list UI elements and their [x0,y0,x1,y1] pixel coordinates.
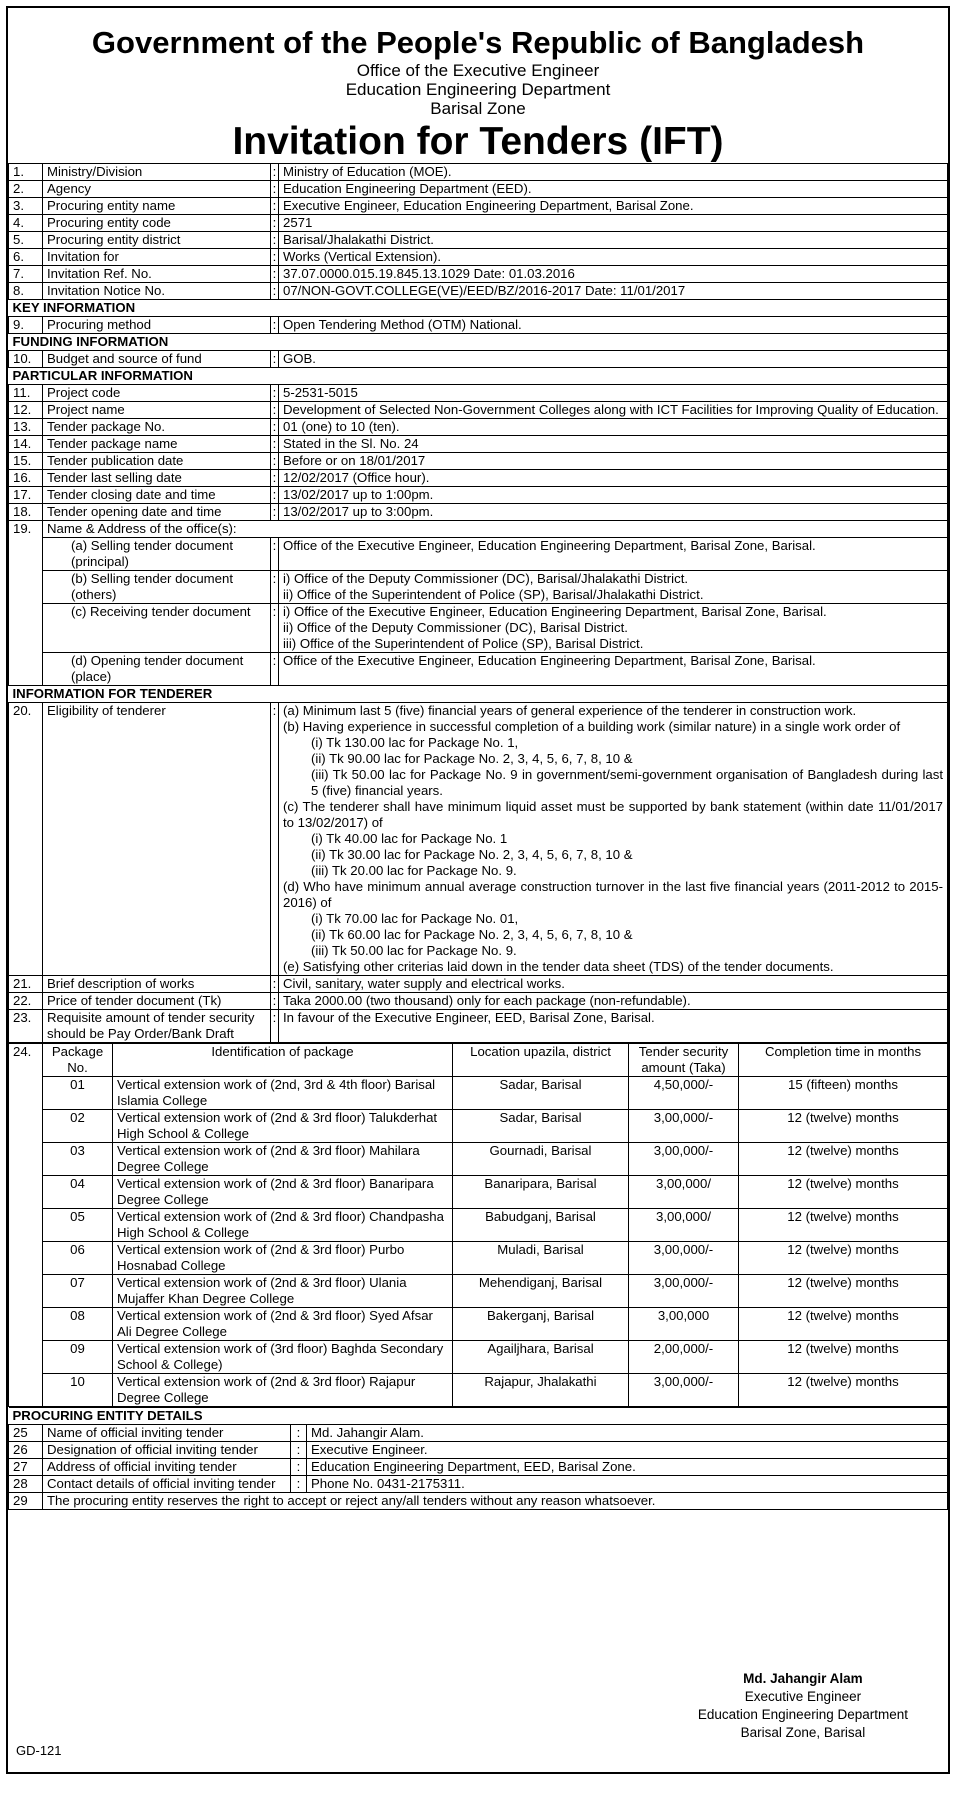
row-number: 28 [9,1475,43,1492]
package-row [9,1307,948,1340]
row-label: Price of tender document (Tk) [43,992,271,1009]
row-value: Executive Engineer. [307,1441,948,1458]
row-number: 17. [9,486,43,503]
row-colon: : [291,1441,307,1458]
package-location: Babudganj, Barisal [453,1208,629,1241]
info-row [9,469,948,486]
row-colon: : [271,248,279,265]
package-completion: 12 (twelve) months [739,1373,948,1406]
row-number: 27 [9,1458,43,1475]
eligibility-criteria [279,702,948,975]
row-number: 24. [9,1043,43,1406]
package-identification: Vertical extension work of (2nd, 3rd & 4th floor) Barisal Islamia College [113,1076,453,1109]
package-row [9,1241,948,1274]
package-row [9,1340,948,1373]
package-completion: 12 (twelve) months [739,1142,948,1175]
package-row [9,1208,948,1241]
package-no: 01 [43,1076,113,1109]
row-colon: : [271,401,279,418]
criterion-b2: (ii) Tk 90.00 lac for Package No. 2, 3, 4, 5, 6, 7, 8, 10 & [311,750,633,766]
package-completion: 12 (twelve) months [739,1274,948,1307]
package-row [9,1109,948,1142]
row-value: Ministry of Education (MOE). [279,163,948,180]
row-number: 5. [9,231,43,248]
info-row [9,231,948,248]
info-row [9,316,948,333]
package-completion: 12 (twelve) months [739,1241,948,1274]
row-value: Phone No. 0431-2175311. [307,1475,948,1492]
row-number: 18. [9,503,43,520]
package-no: 06 [43,1241,113,1274]
row-value: GOB. [279,350,948,367]
criterion-b3: (iii) Tk 50.00 lac for Package No. 9 in government/semi-government organisation of Bangladesh during last 5 (five) financial years. [311,766,943,798]
package-no: 10 [43,1373,113,1406]
info-row [9,1475,948,1492]
office-line: i) Office of the Deputy Commissioner (DC), Barisal/Jhalakathi District. [283,570,689,586]
package-row [9,1373,948,1406]
package-security: 3,00,000/- [629,1241,739,1274]
zone-name: Barisal Zone [430,98,526,118]
row-colon: : [271,214,279,231]
criterion-d1: (i) Tk 70.00 lac for Package No. 01, [311,910,519,926]
package-identification: Vertical extension work of (3rd floor) Baghda Secondary School & College) [113,1340,453,1373]
row-value: 2571 [279,214,948,231]
info-row [9,1424,948,1441]
location-header: Location upazila, district [453,1043,629,1076]
office-value [279,570,948,603]
row-label: Procuring method [43,316,271,333]
info-row [9,452,948,469]
row-label: Tender last selling date [43,469,271,486]
office-line: Office of the Executive Engineer, Education Engineering Department, Barisal Zone, Barisal. [283,652,816,668]
package-security: 3,00,000/- [629,1373,739,1406]
row-label: Budget and source of fund [43,350,271,367]
info-row [9,180,948,197]
section-heading-row [9,367,948,384]
info-row [9,163,948,180]
row-label: Tender package No. [43,418,271,435]
package-completion: 12 (twelve) months [739,1340,948,1373]
row-colon: : [271,418,279,435]
row-label: Eligibility of tenderer [43,702,271,975]
office-value [279,652,948,685]
package-completion: 12 (twelve) months [739,1307,948,1340]
tender-notice [6,6,950,1774]
row-value: Open Tendering Method (OTM) National. [279,316,948,333]
notice-title: Invitation for Tenders (IFT) [232,119,724,163]
criterion-d3: (iii) Tk 50.00 lac for Package No. 9. [311,942,517,958]
info-row [9,418,948,435]
office-value [279,603,948,652]
package-location: Agailjhara, Barisal [453,1340,629,1373]
office-row [9,537,948,570]
package-identification: Vertical extension work of (2nd & 3rd floor) Banaripara Degree College [113,1175,453,1208]
row-value: Development of Selected Non-Government Colleges along with ICT Facilities for Improving Quality of Education. [279,401,948,418]
signatory-department: Education Engineering Department [697,1707,908,1722]
package-no: 03 [43,1142,113,1175]
row-colon: : [271,282,279,299]
row-colon: : [271,975,279,992]
row-label: Address of official inviting tender [43,1458,291,1475]
row-number: 13. [9,418,43,435]
row-label: Name & Address of the office(s): [43,520,948,537]
criterion-d: (d) Who have minimum annual average construction turnover in the last five financial years (2011-2012 to 2015-2016) of [283,878,943,910]
signatory-zone: Barisal Zone, Barisal [740,1725,866,1740]
row-number: 11. [9,384,43,401]
row-label: Tender package name [43,435,271,452]
row-label: Invitation Notice No. [43,282,271,299]
row-number: 4. [9,214,43,231]
package-security: 3,00,000/ [629,1208,739,1241]
info-row [9,350,948,367]
package-identification: Vertical extension work of (2nd & 3rd floor) Ulania Mujaffer Khan Degree College [113,1274,453,1307]
package-no: 04 [43,1175,113,1208]
package-row [9,1142,948,1175]
office-label: (d) Opening tender document (place) [43,652,271,685]
row-colon: : [271,163,279,180]
package-completion: 12 (twelve) months [739,1109,948,1142]
criterion-c2: (ii) Tk 30.00 lac for Package No. 2, 3, 4, 5, 6, 7, 8, 10 & [311,846,633,862]
row-label: Procuring entity name [43,197,271,214]
office-row [9,570,948,603]
row-colon: : [291,1424,307,1441]
security-header: Tender security amount (Taka) [629,1043,739,1076]
package-no: 08 [43,1307,113,1340]
row-label: Invitation for [43,248,271,265]
info-row [9,992,948,1009]
row-colon: : [271,1009,279,1042]
procuring-table [8,1407,948,1510]
row-number: 9. [9,316,43,333]
notice-header [8,26,948,163]
row-number: 29 [9,1492,43,1509]
row-value: The procuring entity reserves the right to accept or reject any/all tenders without any reason whatsoever. [43,1492,948,1509]
package-completion: 12 (twelve) months [739,1208,948,1241]
info-row [9,1009,948,1042]
identification-header: Identification of package [113,1043,453,1076]
row-colon: : [271,469,279,486]
package-completion: 15 (fifteen) months [739,1076,948,1109]
criterion-c3: (iii) Tk 20.00 lac for Package No. 9. [311,862,517,878]
info-row [9,975,948,992]
row-label: Name of official inviting tender [43,1424,291,1441]
row-number: 23. [9,1009,43,1042]
package-security: 3,00,000 [629,1307,739,1340]
package-identification: Vertical extension work of (2nd & 3rd floor) Mahilara Degree College [113,1142,453,1175]
row-value: Barisal/Jhalakathi District. [279,231,948,248]
info-row [9,503,948,520]
section-heading-row [9,299,948,316]
row-label: Ministry/Division [43,163,271,180]
notice-code: GD-121 [16,1743,62,1758]
info-row [9,435,948,452]
row-value: 37.07.0000.015.19.845.13.1029 Date: 01.03.2016 [279,265,948,282]
criterion-b1: (i) Tk 130.00 lac for Package No. 1, [311,734,519,750]
row-value: 13/02/2017 up to 1:00pm. [279,486,948,503]
office-row [9,603,948,652]
info-row [9,282,948,299]
office-line: ii) Office of the Superintendent of Police (SP), Barisal/Jhalakathi District. [283,586,704,602]
row-colon: : [271,350,279,367]
department-name: Education Engineering Department [345,79,611,99]
row-colon: : [271,652,279,685]
office-line: i) Office of the Executive Engineer, Education Engineering Department, Barisal Zone, Barisal. [283,603,827,619]
row-colon: : [291,1458,307,1475]
row-number: 16. [9,469,43,486]
row-label: Tender closing date and time [43,486,271,503]
row-number: 8. [9,282,43,299]
row-colon: : [271,486,279,503]
package-location: Gournadi, Barisal [453,1142,629,1175]
package-row [9,1076,948,1109]
package-location: Banaripara, Barisal [453,1175,629,1208]
info-row [9,486,948,503]
section-heading: FUNDING INFORMATION [9,333,948,350]
row-colon: : [271,452,279,469]
row-number: 21. [9,975,43,992]
package-location: Sadar, Barisal [453,1076,629,1109]
row-value: Taka 2000.00 (two thousand) only for each package (non-refundable). [279,992,948,1009]
office-line: ii) Office of the Deputy Commissioner (DC), Barisal District. [283,619,628,635]
package-identification: Vertical extension work of (2nd & 3rd floor) Syed Afsar Ali Degree College [113,1307,453,1340]
row-value: 07/NON-GOVT.COLLEGE(VE)/EED/BZ/2016-2017 Date: 11/01/2017 [279,282,948,299]
criterion-b: (b) Having experience in successful completion of a building work (similar nature) in a single work order of [283,718,901,734]
completion-header: Completion time in months [739,1043,948,1076]
row-colon: : [271,316,279,333]
info-row [9,702,948,975]
package-identification: Vertical extension work of (2nd & 3rd floor) Purbo Hosnabad College [113,1241,453,1274]
office-label: (c) Receiving tender document [43,603,271,652]
row-label: Brief description of works [43,975,271,992]
office-label: (a) Selling tender document (principal) [43,537,271,570]
row-value: Education Engineering Department, EED, Barisal Zone. [307,1458,948,1475]
office-value [279,537,948,570]
row-label: Procuring entity code [43,214,271,231]
row-number: 26 [9,1441,43,1458]
row-label: Tender publication date [43,452,271,469]
row-value: Md. Jahangir Alam. [307,1424,948,1441]
row-colon: : [271,265,279,282]
package-row [9,1175,948,1208]
package-no-header: Package No. [43,1043,113,1076]
office-name: Office of the Executive Engineer [356,60,600,80]
package-identification: Vertical extension work of (2nd & 3rd floor) Rajapur Degree College [113,1373,453,1406]
row-number: 6. [9,248,43,265]
info-table [8,163,948,1043]
row-value: 13/02/2017 up to 3:00pm. [279,503,948,520]
row-label: Procuring entity district [43,231,271,248]
signatory-designation: Executive Engineer [744,1689,862,1704]
package-header-row [9,1043,948,1076]
row-value: Stated in the Sl. No. 24 [279,435,948,452]
section-heading: INFORMATION FOR TENDERER [9,685,948,702]
row-value: Works (Vertical Extension). [279,248,948,265]
row-colon: : [271,435,279,452]
row-label: Designation of official inviting tender [43,1441,291,1458]
row-number: 15. [9,452,43,469]
row-value: 5-2531-5015 [279,384,948,401]
info-row [9,520,948,537]
row-colon: : [271,180,279,197]
info-row [9,384,948,401]
row-number: 25 [9,1424,43,1441]
package-no: 02 [43,1109,113,1142]
package-location: Rajapur, Jhalakathi [453,1373,629,1406]
row-number: 20. [9,702,43,975]
row-number: 19. [9,520,43,685]
row-value: In favour of the Executive Engineer, EED, Barisal Zone, Barisal. [279,1009,948,1042]
row-colon: : [271,503,279,520]
info-row [9,1458,948,1475]
package-security: 4,50,000/- [629,1076,739,1109]
row-value: 01 (one) to 10 (ten). [279,418,948,435]
row-number: 1. [9,163,43,180]
package-security: 3,00,000/- [629,1274,739,1307]
criterion-c: (c) The tenderer shall have minimum liquid asset must be supported by bank statement (within date 11/01/2017 to 13/02/2017) of [283,798,943,830]
office-label: (b) Selling tender document (others) [43,570,271,603]
signature-block [698,1670,908,1742]
package-completion: 12 (twelve) months [739,1175,948,1208]
package-security: 3,00,000/- [629,1142,739,1175]
row-colon: : [271,384,279,401]
package-security: 3,00,000/- [629,1109,739,1142]
package-security: 2,00,000/- [629,1340,739,1373]
row-number: 3. [9,197,43,214]
row-colon: : [271,197,279,214]
row-number: 22. [9,992,43,1009]
info-row [9,197,948,214]
signatory-name: Md. Jahangir Alam [743,1671,863,1686]
section-heading: PROCURING ENTITY DETAILS [9,1407,948,1424]
row-number: 14. [9,435,43,452]
package-location: Mehendiganj, Barisal [453,1274,629,1307]
criterion-c1: (i) Tk 40.00 lac for Package No. 1 [311,830,508,846]
office-line: Office of the Executive Engineer, Education Engineering Department, Barisal Zone, Barisal. [283,537,816,553]
info-row [9,1441,948,1458]
package-location: Muladi, Barisal [453,1241,629,1274]
row-value: Education Engineering Department (EED). [279,180,948,197]
row-colon: : [271,537,279,570]
info-row [9,265,948,282]
package-table [8,1043,948,1407]
package-security: 3,00,000/ [629,1175,739,1208]
info-row [9,214,948,231]
row-number: 10. [9,350,43,367]
package-location: Bakerganj, Barisal [453,1307,629,1340]
criterion-e: (e) Satisfying other criterias laid down in the tender data sheet (TDS) of the tender documents. [283,958,834,974]
section-heading-row [9,333,948,350]
government-name: Government of the People's Republic of Bangladesh [91,25,865,60]
row-colon: : [271,570,279,603]
package-row [9,1274,948,1307]
row-label: Project code [43,384,271,401]
section-heading: KEY INFORMATION [9,299,948,316]
section-heading: PARTICULAR INFORMATION [9,367,948,384]
row-number: 7. [9,265,43,282]
row-label: Tender opening date and time [43,503,271,520]
row-label: Project name [43,401,271,418]
package-location: Sadar, Barisal [453,1109,629,1142]
row-value: Executive Engineer, Education Engineering Department, Barisal Zone. [279,197,948,214]
row-number: 2. [9,180,43,197]
row-colon: : [291,1475,307,1492]
row-colon: : [271,231,279,248]
info-row [9,1492,948,1509]
row-number: 12. [9,401,43,418]
package-no: 07 [43,1274,113,1307]
criterion-d2: (ii) Tk 60.00 lac for Package No. 2, 3, 4, 5, 6, 7, 8, 10 & [311,926,633,942]
row-colon: : [271,702,279,975]
info-row [9,401,948,418]
row-colon: : [271,603,279,652]
package-no: 09 [43,1340,113,1373]
office-row [9,652,948,685]
row-value: Before or on 18/01/2017 [279,452,948,469]
office-line: iii) Office of the Superintendent of Police (SP), Barisal District. [283,635,644,651]
section-heading-row [9,1407,948,1424]
package-no: 05 [43,1208,113,1241]
row-value: Civil, sanitary, water supply and electrical works. [279,975,948,992]
row-label: Requisite amount of tender security should be Pay Order/Bank Draft [43,1009,271,1042]
row-label: Contact details of official inviting tender [43,1475,291,1492]
row-label: Invitation Ref. No. [43,265,271,282]
section-heading-row [9,685,948,702]
row-value: 12/02/2017 (Office hour). [279,469,948,486]
criterion-a: (a) Minimum last 5 (five) financial years of general experience of the tenderer in construction work. [283,702,857,718]
package-identification: Vertical extension work of (2nd & 3rd floor) Talukderhat High School & College [113,1109,453,1142]
package-identification: Vertical extension work of (2nd & 3rd floor) Chandpasha High School & College [113,1208,453,1241]
row-label: Agency [43,180,271,197]
info-row [9,248,948,265]
row-colon: : [271,992,279,1009]
